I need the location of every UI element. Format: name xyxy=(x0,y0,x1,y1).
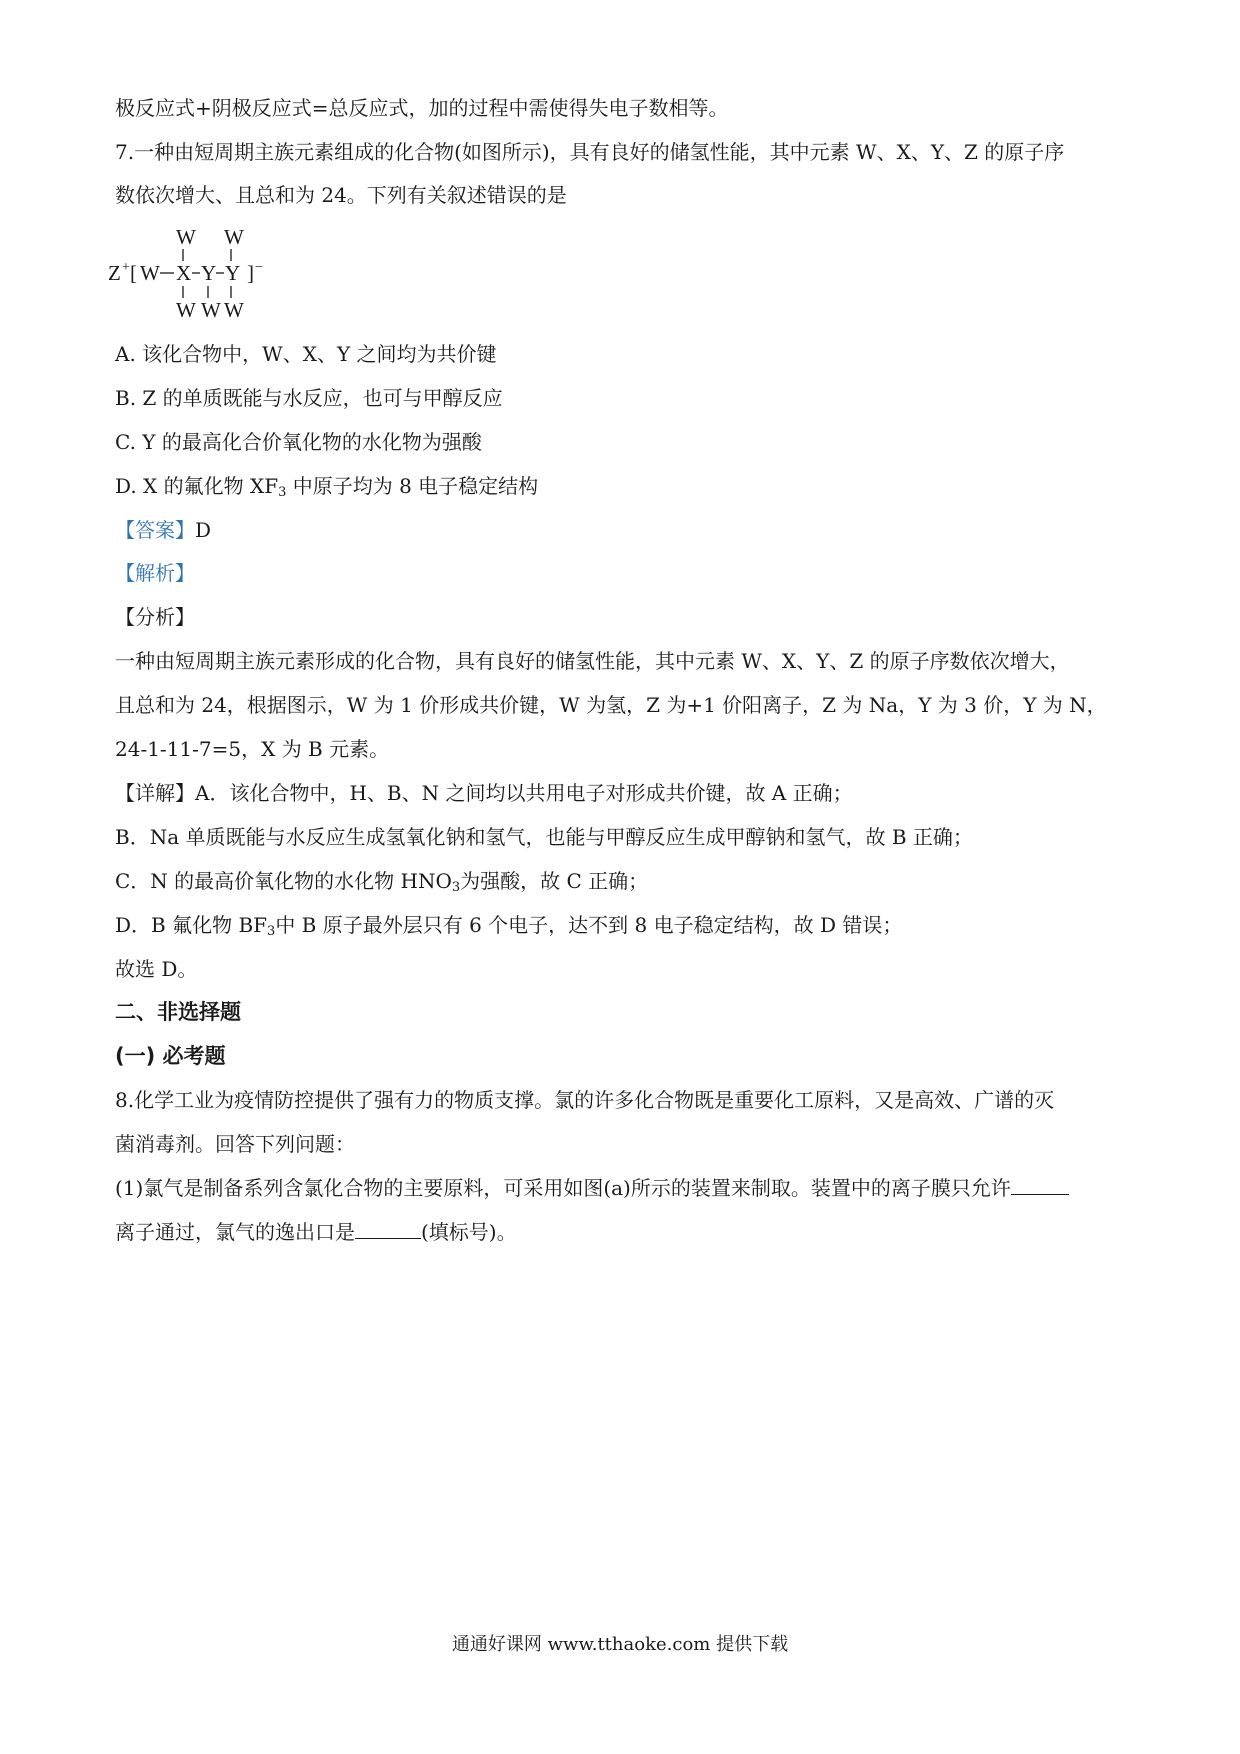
cation-z: Z xyxy=(108,261,121,285)
question-8-part-1-text-2: 离子通过，氯气的逸出口是 xyxy=(115,1220,355,1244)
question-8-stem-1: 8.化学工业为疫情防控提供了强有力的物质支撑。氯的许多化合物既是重要化工原料，又是高效、广谱的灭 xyxy=(115,1088,1055,1112)
analysis-label: 【解析】 xyxy=(115,561,195,585)
option-c: C. Y 的最高化合价氧化物的水化物为强酸 xyxy=(115,430,482,454)
bracket-close: ] xyxy=(247,261,254,285)
text-line: 极反应式+阴极反应式=总反应式，加的过程中需使得失电子数相等。 xyxy=(115,96,729,120)
option-d-text: D. X 的氟化物 XF xyxy=(115,474,279,498)
detail-b: B．Na 单质既能与水反应生成氢氧化钠和氢气，也能与甲醇反应生成甲醇钠和氢气，故 B 正确； xyxy=(115,825,973,849)
cation-charge: + xyxy=(122,260,130,275)
page-footer: 通通好课网 www.tthaoke.com 提供下载 xyxy=(451,1634,789,1655)
analysis-line-3: 24-1-11-7=5，X 为 B 元素。 xyxy=(115,737,390,761)
question-8-part-1 xyxy=(115,1173,1135,1203)
question-8-part-1-text-3: (填标号)。 xyxy=(421,1220,517,1244)
fenxi-label: 【分析】 xyxy=(115,605,195,629)
option-d xyxy=(115,471,1135,501)
answer-value: D xyxy=(195,518,212,542)
option-d-text-end: 中原子均为 8 电子稳定结构 xyxy=(286,474,539,498)
section-heading: 二、非选择题 xyxy=(115,1000,241,1024)
analysis-line-2: 且总和为 24，根据图示，W 为 1 价形成共价键，W 为氢，Z 为+1 价阳离子，Z 为 Na，Y 为 3 价，Y 为 N， xyxy=(115,693,1107,717)
detail-a-text: A．该化合物中，H、B、N 之间均以共用电子对形成共价键，故 A 正确； xyxy=(195,781,853,805)
subscript: 3 xyxy=(278,485,287,500)
detail-label: 【详解】 xyxy=(115,781,195,805)
anion-charge: − xyxy=(255,260,263,275)
detail-d xyxy=(115,910,1135,940)
w-bottom-x: W xyxy=(176,298,196,322)
answer xyxy=(115,515,1135,545)
w-bottom-y2: W xyxy=(224,298,244,322)
bracket-open: [ xyxy=(130,261,137,285)
detail-c-text-end: 为强酸，故 C 正确； xyxy=(460,869,649,893)
question-7-stem-1: 7.一种由短周期主族元素组成的化合物(如图所示)，具有良好的储氢性能，其中元素 W、X、Y、Z 的原子序 xyxy=(115,140,1065,164)
atom-y1: Y xyxy=(201,261,217,285)
analysis-line-1: 一种由短周期主族元素形成的化合物，具有良好的储氢性能，其中元素 W、X、Y、Z 的原子序数依次增大， xyxy=(115,649,1070,673)
question-8-part-1-cont xyxy=(115,1217,1135,1247)
question-7-stem-2: 数依次增大、且总和为 24。下列有关叙述错误的是 xyxy=(115,183,567,207)
w-top-y: W xyxy=(224,225,244,249)
w-top-x: W xyxy=(176,225,196,249)
detail-d-text-end: 中 B 原子最外层只有 6 个电子，达不到 8 电子稳定结构，故 D 错误； xyxy=(275,913,903,937)
detail-d-text: D．B 氟化物 BF xyxy=(115,913,268,937)
detail-a xyxy=(115,778,1135,808)
answer-blank[interactable] xyxy=(1011,1174,1069,1195)
conclusion: 故选 D。 xyxy=(115,957,198,981)
option-b: B. Z 的单质既能与水反应，也可与甲醇反应 xyxy=(115,386,503,410)
subsection-heading: (一) 必考题 xyxy=(115,1044,226,1068)
question-8-part-1-text: (1)氯气是制备系列含氯化合物的主要原料，可采用如图(a)所示的装置来制取。装置中的离子膜只允许 xyxy=(115,1176,1011,1200)
chemical-structure xyxy=(108,225,298,330)
question-8-stem-2: 菌消毒剂。回答下列问题： xyxy=(115,1132,355,1156)
answer-blank[interactable] xyxy=(355,1218,421,1239)
detail-c xyxy=(115,866,1135,896)
w-left: W xyxy=(140,261,160,285)
atom-x: X xyxy=(176,261,192,285)
answer-label: 【答案】 xyxy=(115,518,195,542)
subscript: 3 xyxy=(267,924,276,939)
w-bottom-y1: W xyxy=(201,298,221,322)
atom-y2: Y xyxy=(225,261,241,285)
option-a: A. 该化合物中，W、X、Y 之间均为共价键 xyxy=(115,342,497,366)
subscript: 3 xyxy=(451,880,461,895)
detail-c-text: C．N 的最高价氧化物的水化物 HNO xyxy=(115,869,452,893)
